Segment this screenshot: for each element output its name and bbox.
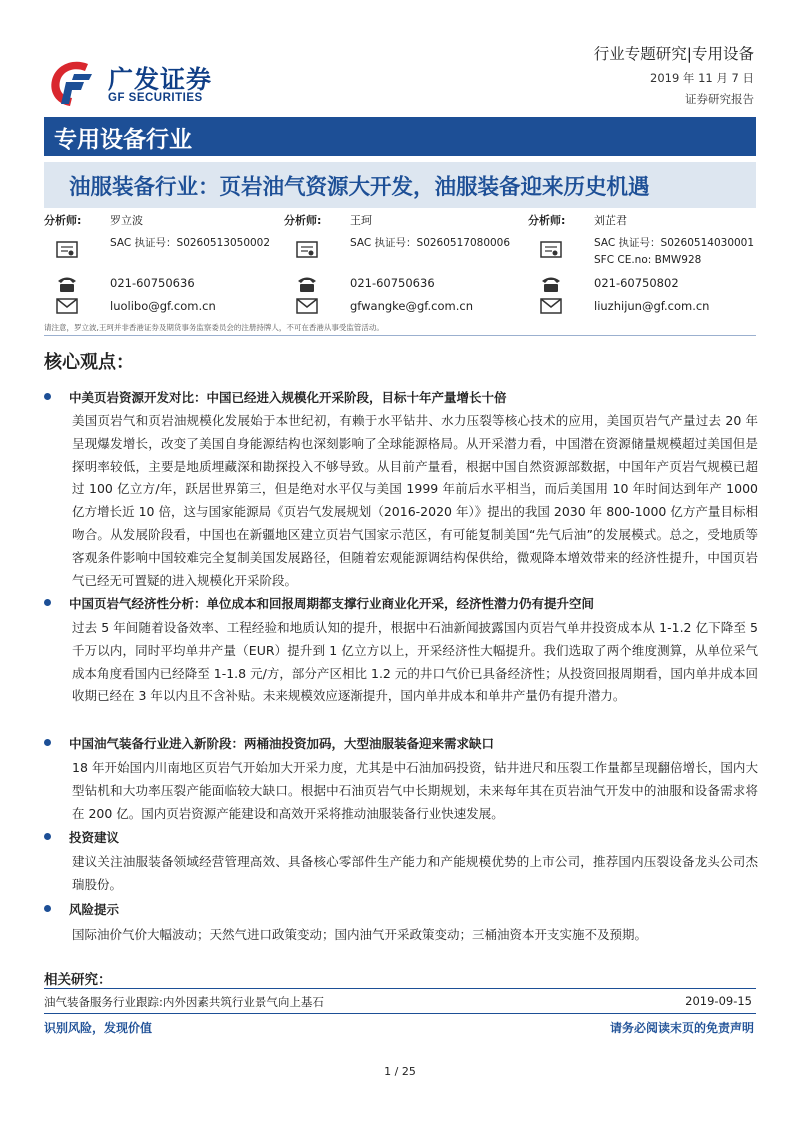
certificate-icon	[296, 240, 318, 260]
report-type: 证券研究报告	[685, 92, 754, 106]
analyst-email[interactable]: luolibo@gf.com.cn	[110, 299, 216, 313]
certificate-icon	[56, 240, 78, 260]
analyst-label: 分析师:	[44, 214, 82, 227]
analyst-card	[528, 212, 758, 324]
divider	[44, 335, 756, 336]
section-body: 过去 5 年间随着设备效率、工程经验和地质认知的提升，根据中石油新闻披露国内页岩气单井投资成本从 1-1.2 亿下降至 5 千万以内，同时平均单井产量（EUR）提升到 1 亿立方以上，开采经济性大幅提升。我们选取了两个维度测算，从单位采气成本角度看国内已经降至 1-1.8 元/方，部分产区相比 1.2 元的井口气价已具备经济性；从投资回报周期看，国内单井成本回收期已经在 3 年以内且不含补贴。未来规模效应逐渐提升，国内单井成本和单井产量仍有提升潜力。	[72, 620, 758, 704]
analyst-email[interactable]: liuzhijun@gf.com.cn	[594, 299, 710, 313]
logo-text-en: GF SECURITIES	[108, 92, 203, 104]
bullet-icon	[44, 393, 51, 400]
divider	[44, 988, 756, 989]
core-views-title: 核心观点：	[44, 352, 134, 373]
section-heading: 风险提示	[44, 900, 119, 918]
phone-icon	[540, 274, 562, 294]
company-logo	[44, 56, 224, 112]
analyst-label: 分析师:	[528, 214, 566, 227]
analyst-card	[44, 212, 274, 324]
analyst-label: 分析师:	[284, 214, 322, 227]
report-subtitle: 油服装备行业：页岩油气资源大开发，油服装备迎来历史机遇	[69, 175, 650, 200]
regulatory-disclaimer: 请注意，罗立波,王珂并非香港证券及期货事务监察委员会的注册持牌人，不可在香港从事受监管活动。	[44, 323, 384, 332]
section-body: 18 年开始国内川南地区页岩气开始加大开采力度，尤其是中石油加码投资，钻井进尺和压裂工作量都呈现翻倍增长，国内大型钻机和大功率压裂产能面临较大缺口。根据中石油页岩气中长期规划，未来每年其在页岩油气开发中的油服和设备需求将在 200 亿。国内页岩资源产能建设和高效开采将推动油服装备行业快速发展。	[72, 760, 758, 821]
analyst-email[interactable]: gfwangke@gf.com.cn	[350, 299, 474, 313]
related-research-link[interactable]: 油气装备服务行业跟踪:内外因素共筑行业景气向上基石	[44, 995, 324, 1009]
related-research-date: 2019-09-15	[685, 994, 752, 1008]
analyst-phone: 021-60750802	[594, 276, 679, 290]
analyst-sac: SAC 执证号：S0260513050002	[110, 237, 271, 249]
page-number: 1 / 25	[384, 1065, 416, 1078]
bullet-icon	[44, 599, 51, 606]
analyst-sac: SAC 执证号：S0260514030001	[594, 237, 755, 249]
section-body: 美国页岩气和页岩油规模化发展始于本世纪初，有赖于水平钻井、水力压裂等核心技术的应用，美国页岩气产量过去 20 年呈现爆发增长，改变了美国自身能源结构也深刻影响了全球能源格局。从开采潜力看，中国潜在资源储量规模超过美国但是探明率较低，主要是地质埋藏深和勘探投入不够导致。从目前产量看，根据中国自然资源部数据，中国年产页岩气规模已超过 100 亿立方/年，跃居世界第三，但是绝对水平仅与美国 1999 年前后水平相当，而后美国用 10 年时间达到年产 1000 亿方增长近 10 倍，这与国家能源局《页岩气发展规划（2016-2020 年）》提出的我国 2030 年 800-1000 亿方产量目标相吻合。从发展阶段看，中国也在新疆地区建立页岩气国家示范区，有可能复制美国“先气后油”的发展模式。总之，受地质等客观条件影响中国较难完全复制美国发展路径，但随着宏观能源调结构保供给，微观降本增效带来的经济性提升，中国页岩气已经无可置疑的进入规模化开采阶段。	[72, 413, 758, 588]
bullet-icon	[44, 739, 51, 746]
section-body: 建议关注油服装备领域经营管理高效、具备核心零部件生产能力和产能规模优势的上市公司，推荐国内压裂设备龙头公司杰瑞股份。	[72, 854, 758, 892]
email-icon	[296, 296, 318, 316]
analyst-phone: 021-60750636	[110, 276, 195, 290]
phone-icon	[296, 274, 318, 294]
analyst-phone: 021-60750636	[350, 276, 435, 290]
phone-icon	[56, 274, 78, 294]
analyst-name: 刘芷君	[594, 214, 627, 227]
section-heading: 中美页岩资源开发对比：中国已经进入规模化开采阶段，目标十年产量增长十倍	[44, 388, 507, 406]
section-heading: 中国油气装备行业进入新阶段：两桶油投资加码，大型油服装备迎来需求缺口	[44, 734, 494, 752]
industry-title-bar	[44, 117, 756, 156]
email-icon	[56, 296, 78, 316]
section-heading: 中国页岩气经济性分析：单位成本和回报周期都支撑行业商业化开采，经济性潜力仍有提升空间	[44, 594, 594, 612]
report-header-meta	[594, 42, 754, 107]
analyst-card	[284, 212, 514, 324]
report-subtitle-bar	[44, 162, 756, 208]
related-research-title: 相关研究：	[44, 972, 112, 988]
logo-text-cn: 广发证券	[108, 65, 213, 94]
analyst-sfc: SFC CE.no: BMW928	[594, 254, 702, 266]
bullet-icon	[44, 833, 51, 840]
report-date: 2019 年 11 月 7 日	[650, 71, 754, 85]
section-heading: 投资建议	[44, 828, 119, 846]
report-category: 行业专题研究|专用设备	[593, 45, 754, 63]
analyst-sac: SAC 执证号：S0260517080006	[350, 237, 511, 249]
section-body: 国际油价气价大幅波动；天然气进口政策变动；国内油气开采政策变动；三桶油资本开支实施不及预期。	[72, 927, 648, 942]
email-icon	[540, 296, 562, 316]
footer-slogan: 识别风险，发现价值	[44, 1021, 153, 1035]
bullet-icon	[44, 905, 51, 912]
gf-logo-icon	[44, 56, 98, 110]
certificate-icon	[540, 240, 562, 260]
analyst-name: 罗立波	[110, 214, 143, 227]
divider	[44, 1013, 756, 1014]
analyst-name: 王珂	[350, 214, 372, 227]
footer-disclaimer-note: 请务必阅读末页的免责声明	[609, 1021, 754, 1035]
industry-title: 专用设备行业	[54, 127, 192, 153]
